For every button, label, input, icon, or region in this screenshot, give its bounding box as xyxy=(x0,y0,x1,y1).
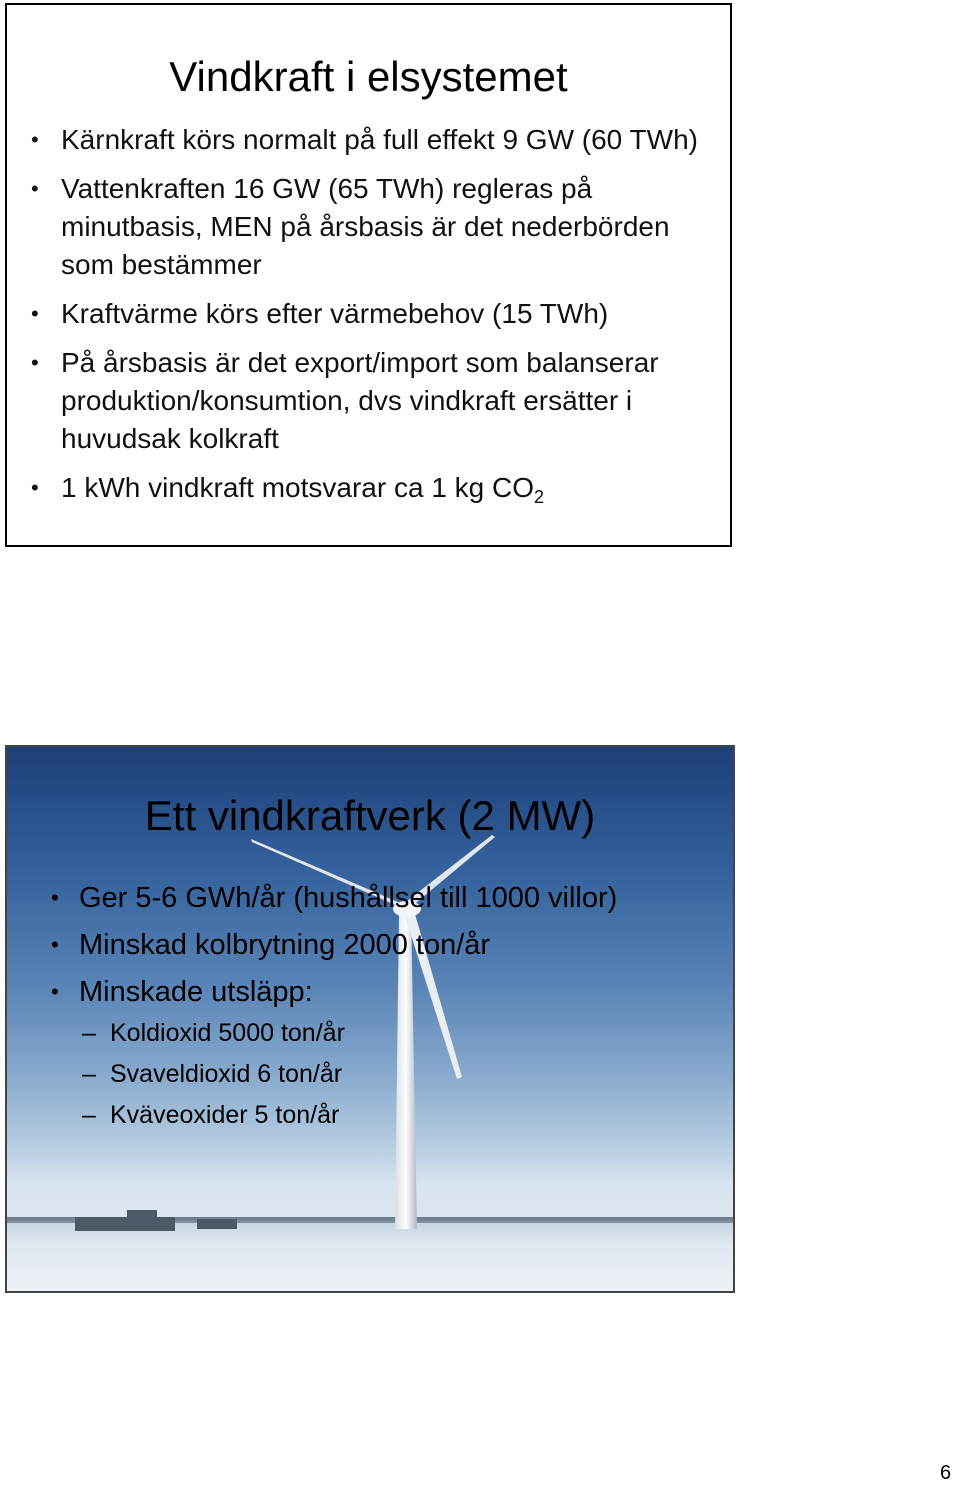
dash-icon: – xyxy=(82,1101,96,1129)
list-item: • Kraftvärme körs efter värmebehov (15 TWh) xyxy=(29,295,719,333)
bullet-list xyxy=(29,121,719,518)
list-item: • Kärnkraft körs normalt på full effekt 9 GW (60 TWh) xyxy=(29,121,719,159)
bullet-icon: • xyxy=(31,301,39,326)
slide-ett-vindkraftverk xyxy=(5,745,735,1293)
dash-icon: – xyxy=(82,1060,96,1088)
bullet-icon: • xyxy=(31,350,39,375)
list-item: – Svaveldioxid 6 ton/år xyxy=(82,1058,722,1091)
sub-bullet-list xyxy=(82,1017,722,1140)
subscript: 2 xyxy=(534,487,545,507)
list-item: • Vattenkraften 16 GW (65 TWh) regleras på minutbasis, MEN på årsbasis är det nederbörden som bestämmer xyxy=(29,170,719,284)
bullet-icon: • xyxy=(51,932,59,957)
bullet-icon: • xyxy=(31,475,39,500)
slide-title: Vindkraft i elsystemet xyxy=(169,53,568,100)
list-item: • På årsbasis är det export/import som balanserar produktion/konsumtion, dvs vindkraft ersätter i huvudsak kolkraft xyxy=(29,344,719,458)
list-item: • Minskade utsläpp: xyxy=(51,973,731,1011)
list-item: • Minskad kolbrytning 2000 ton/år xyxy=(51,926,731,964)
list-item: – Koldioxid 5000 ton/år xyxy=(82,1017,722,1050)
bullet-list xyxy=(51,879,731,1020)
list-item: – Kväveoxider 5 ton/år xyxy=(82,1099,722,1132)
bullet-icon: • xyxy=(51,979,59,1004)
list-item: • 1 kWh vindkraft motsvarar ca 1 kg $CO_2$ xyxy=(29,469,719,507)
bullet-icon: • xyxy=(31,176,39,201)
dash-icon: – xyxy=(82,1019,96,1047)
page-number: 6 xyxy=(940,1462,952,1484)
bullet-icon: • xyxy=(31,127,39,152)
bullet-icon: • xyxy=(51,885,59,910)
list-item: • Ger 5-6 GWh/år (hushållsel till 1000 villor) xyxy=(51,879,731,917)
slide-title: Ett vindkraftverk (2 MW) xyxy=(144,792,596,839)
slide-vindkraft-i-elsystemet xyxy=(5,3,732,547)
